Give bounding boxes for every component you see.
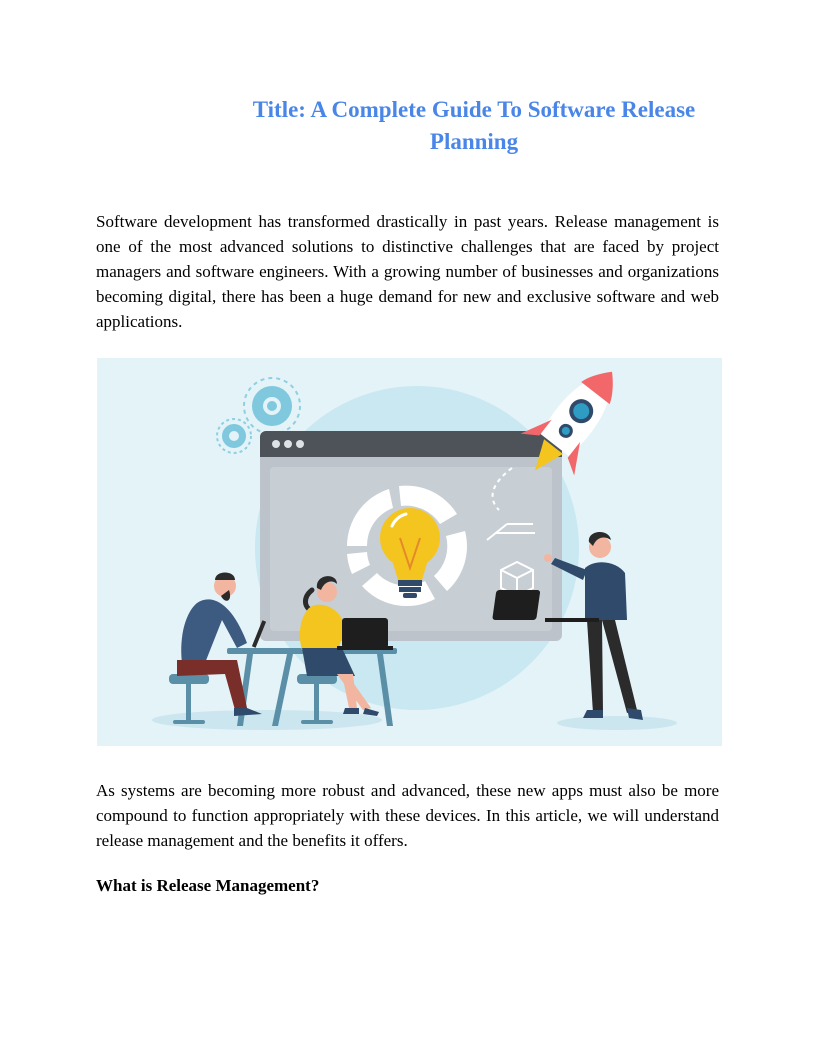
gear-large-icon (244, 378, 300, 434)
floor-shadow-right (557, 716, 677, 730)
gear-small-icon (217, 419, 251, 453)
hero-illustration (97, 358, 722, 746)
intro-paragraph: Software development has transformed drastically in past years. Release management is one of the most advanced solutions to distinctive challenges that are faced by project managers and software engineers. With a growing number of businesses and organizations becoming digital, there has been a huge demand for new and exclusive software and web applications. (96, 212, 719, 331)
body-paragraph: As systems are becoming more robust and advanced, these new apps must also be more compound to function appropriately with these devices. In this article, we will understand release management and the benefits it offers. (96, 781, 719, 850)
release-planning-illustration (97, 358, 722, 746)
page-title: Title: A Complete Guide To Software Release Planning (252, 97, 696, 154)
section-heading: What is Release Management? (96, 876, 320, 895)
